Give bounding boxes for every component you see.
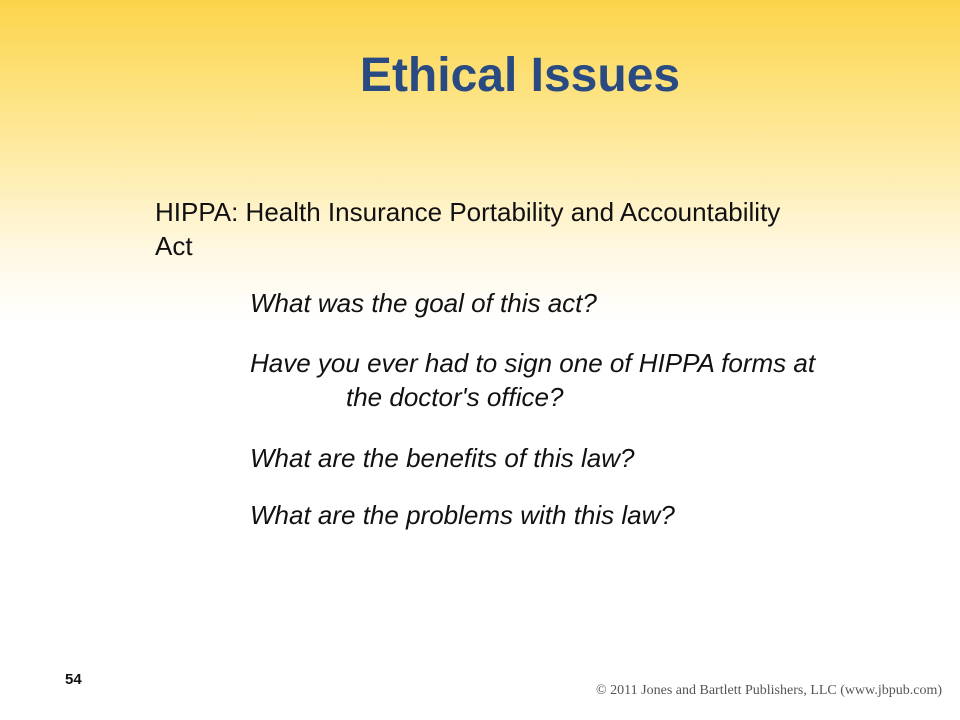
page-number: 54 [65, 671, 82, 688]
question-problems: What are the problems with this law? [250, 500, 675, 530]
question-goal: What was the goal of this act? [250, 288, 597, 318]
copyright-notice: © 2011 Jones and Bartlett Publishers, LLC (www.jbpub.com) [596, 683, 942, 698]
question-benefits: What are the benefits of this law? [250, 443, 635, 473]
intro-text: HIPPA: Health Insurance Portability and Accountability Act [155, 197, 781, 261]
question-forms: Have you ever had to sign one of HIPPA forms at the doctor's office? [250, 348, 816, 412]
slide-title: Ethical Issues [359, 49, 681, 102]
